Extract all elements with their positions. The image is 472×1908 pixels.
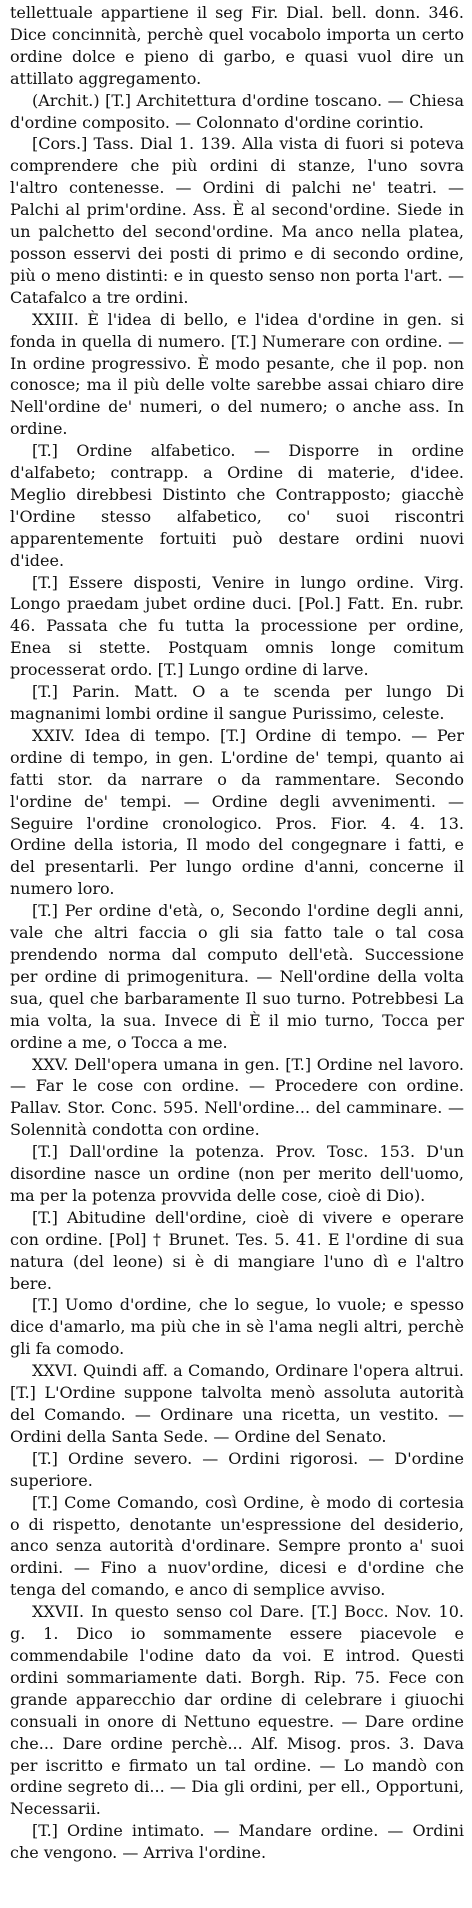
entry-paragraph: [T.] Come Comando, così Ordine, è modo di cortesia o di rispetto, denotante un'espressione del desiderio, anco senza autorità d'ordinare. Sempre pronto a' suoi ordini. — Fino a nuov'ordine, dicesi e d'ordine che tenga del comando, e anco di semplice avviso. bbox=[10, 1492, 464, 1600]
entry-paragraph: [T.] Ordine severo. — Ordini rigorosi. — D'ordine superiore. bbox=[10, 1448, 464, 1490]
entry-section-xxvi: XXVI. Quindi aff. a Comando, Ordinare l'opera altrui. [T.] L'Ordine suppone talvolta menò assoluta autorità del Comando. — Ordinare una ricetta, un vestito. — Ordini della Santa Sede. — Ordine del Senato. bbox=[10, 1361, 464, 1446]
entry-paragraph: (Archit.) [T.] Architettura d'ordine toscano. — Chiesa d'ordine composito. — Colonnato d'ordine corintio. bbox=[10, 90, 464, 132]
entry-paragraph: [T.] Ordine alfabetico. — Disporre in ordine d'alfabeto; contrapp. a Ordine di materie, d'idee. Meglio direbbesi Distinto che Contrapposto; giacchè l'Ordine stesso alfabetico, co' suoi riscontri apparentemente fortuiti può destare ordini nuovi d'idee. bbox=[10, 441, 464, 570]
entry-paragraph: [T.] Parin. Matt. O a te scenda per lungo Di magnanimi lombi ordine il sangue Purissimo, celeste. bbox=[10, 682, 464, 723]
entry-paragraph: [T.] Abitudine dell'ordine, cioè di vivere e operare con ordine. [Pol] † Brunet. Tes. 5. 41. E l'ordine di sua natura (del leone) si è di mangiare l'uno dì e l'altro bere. bbox=[10, 1207, 464, 1293]
entry-section-xxvii: XXVII. In questo senso col Dare. [T.] Bocc. Nov. 10. g. 1. Dico io sommamente essere piacevole e commendabile l'odine dato da voi. E introd. Questi ordini sommariamente dati. Borgh. Rip. 75. Fece con grande apparecchio dar ordine di celebrare i giuochi consuali in onore di Nettuno equestre. — Dare ordine che... Dare ordine perchè... Alf. Misog. pros. 3. Dava per iscritto e firmato un tal ordine. — Lo mandò con ordine segreto di... — Dia gli ordini, per ell., Opportuni, Necessarii. bbox=[10, 1602, 464, 1819]
entry-paragraph: [T.] Dall'ordine la potenza. Prov. Tosc. 153. D'un disordine nasce un ordine (non per merito dell'uomo, ma per la potenza provvida delle cose, cioè di Dio). bbox=[10, 1142, 464, 1205]
entry-section-xxiv: XXIV. Idea di tempo. [T.] Ordine di tempo. — Per ordine di tempo, in gen. L'ordine de' tempi, quanto ai fatti stor. da narrare o da rammentare. Secondo l'ordine de' tempi. — Ordine degli avvenimenti. — Seguire l'ordine cronologico. Pros. Fior. 4. 4. 13. Ordine della istoria, Il modo del congegnare i fatti, e del presentarli. Per lungo ordine d'anni, concerne il numero loro. bbox=[10, 725, 464, 899]
entry-section-xxv: XXV. Dell'opera umana in gen. [T.] Ordine nel lavoro. — Far le cose con ordine. — Procedere con ordine. Pallav. Stor. Conc. 595. Nell'ordine... del camminare. — Solennità condotta con ordine. bbox=[10, 1054, 464, 1140]
entry-paragraph: [T.] Per ordine d'età, o, Secondo l'ordine degli anni, vale che altri faccia o gli sia fatto tale o tal cosa prendendo norma dal computo dell'età. Successione per ordine di primogenitura. — Nell'ordine della volta sua, quel che barbaramente Il suo turno. Potrebbesi La mia volta, la sua. Invece di È il mio turno, Tocca per ordine a me, o Tocca a me. bbox=[10, 901, 464, 1052]
entry-section-xxiii: XXIII. È l'idea di bello, e l'idea d'ordine in gen. si fonda in quella di numero. [T.] Numerare con ordine. — In ordine progressivo. È modo pesante, che il pop. non conosce; ma il più delle volte sarebbe assai chiaro dire Nell'ordine de' numeri, o del numero; o anche ass. In ordine. bbox=[10, 309, 464, 439]
entry-paragraph: tellettuale appartiene il seg Fir. Dial. bell. donn. 346. Dice concinnità, perchè quel vocabolo importa un certo ordine dolce e pieno di garbo, e quasi vuol dire un attillato aggregamento. bbox=[10, 3, 464, 88]
entry-paragraph: [T.] Essere disposti, Venire in lungo ordine. Virg. Longo praedam jubet ordine duci. [Pol.] Fatt. En. rubr. 46. Passata che fu tutta la processione per ordine, Enea si stette. Postquam omnis longe comitum processerat ordo. [T.] Lungo ordine di larve. bbox=[10, 572, 464, 680]
entry-paragraph: [T.] Uomo d'ordine, che lo segue, lo vuole; e spesso dice d'amarlo, ma più che in sè l'ama negli altri, perchè gli fa comodo. bbox=[10, 1295, 464, 1359]
entry-paragraph: [Cors.] Tass. Dial 1. 139. Alla vista di fuori si poteva comprendere che più ordini di stanze, l'uno sovra l'altro contenesse. — Ordini di palchi ne' teatri. — Palchi al prim'ordine. Ass. È al second'ordine. Siede in un palchetto del second'ordine. Ma anco nella platea, posson esservi dei posti di primo e di secondo ordine, più o meno distinti: e in questo senso non porta l'art. — Catafalco a tre ordini. bbox=[10, 134, 464, 307]
entry-paragraph: [T.] Ordine intimato. — Mandare ordine. — Ordini che vengono. — Arriva l'ordine. bbox=[10, 1821, 464, 1863]
